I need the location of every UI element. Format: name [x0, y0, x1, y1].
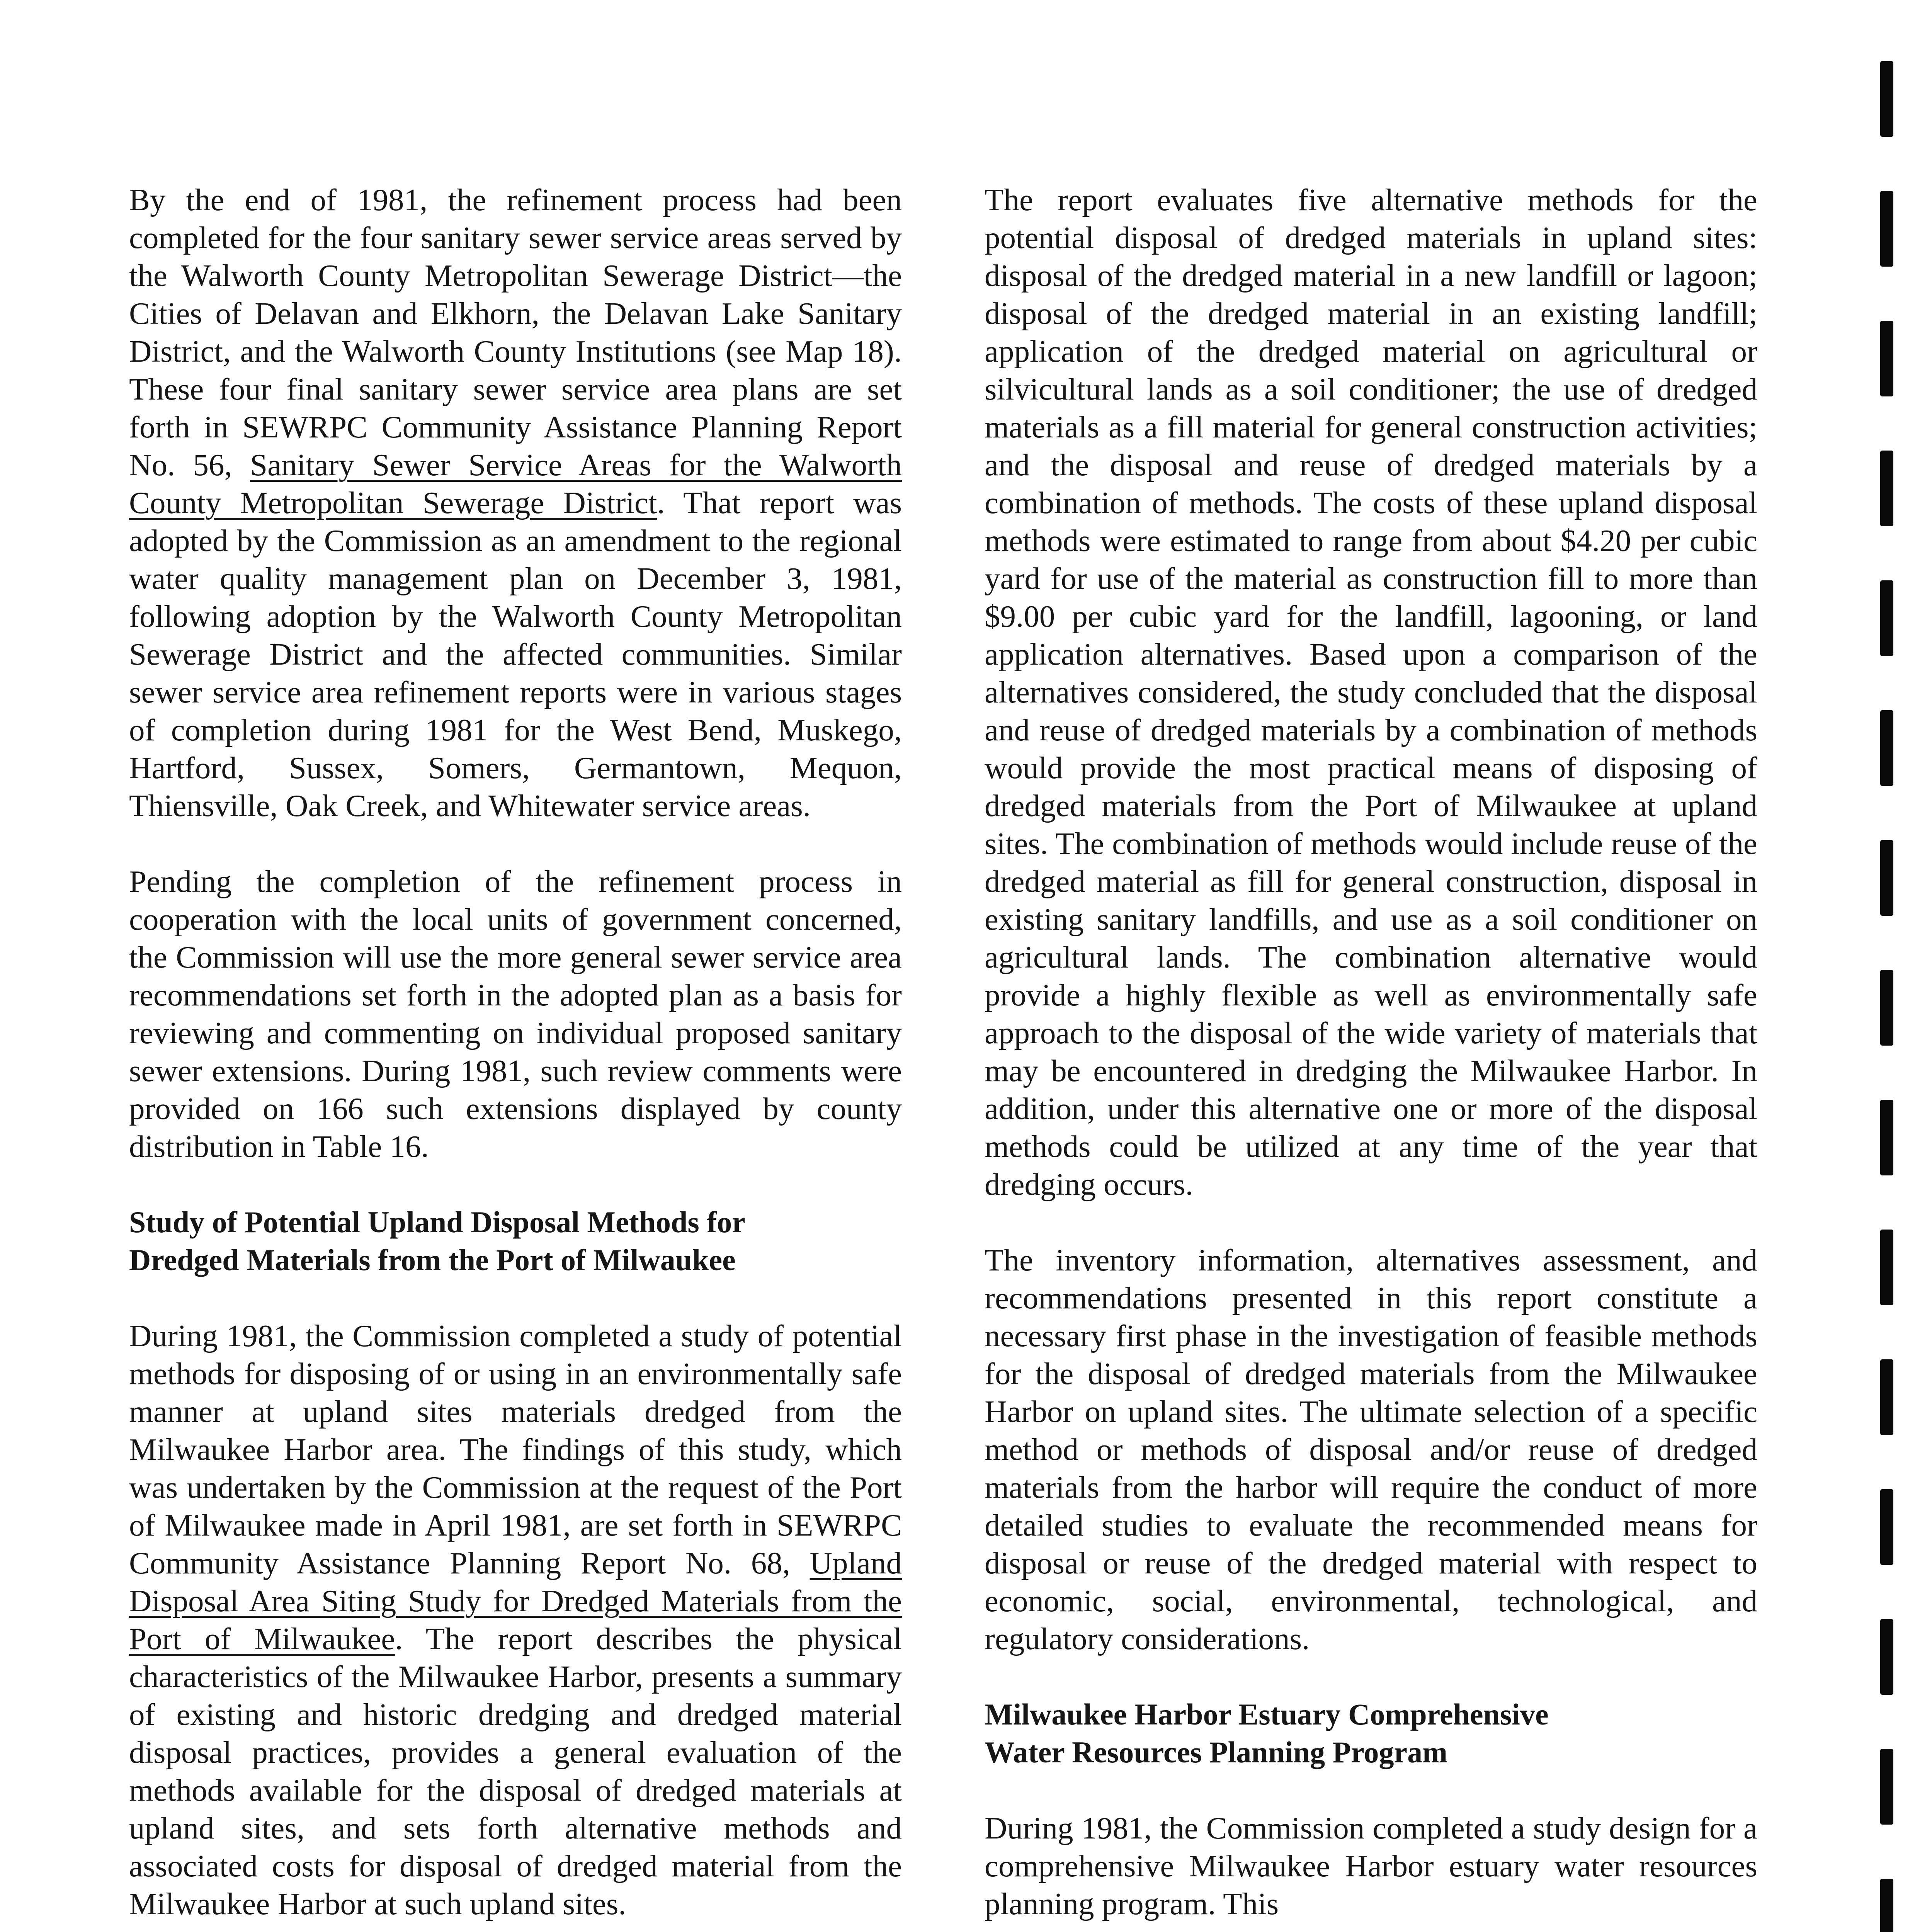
binding-mark — [1880, 840, 1893, 916]
binding-mark — [1880, 321, 1893, 396]
right-column — [985, 181, 1757, 1932]
paragraph-five-alternatives: The report evaluates five alternative methods for the potential disposal of dredged materials in upland sites: disposal of the dredged material in a new landfill or lagoon; disposal of the dredged material in an existing landfill; application of the dredged material on agricultural or silvicultural lands as a soil conditioner; the use of dredged materials as a fill material for general construction activities; and the disposal and reuse of dredged materials by a combination of methods. The costs of these upland disposal methods were estimated to range from about $4.20 per cubic yard for use of the material as construction fill to more than $9.00 per cubic yard for the landfill, lagooning, or land application alternatives. Based upon a comparison of the alternatives considered, the study concluded that the disposal and reuse of dredged materials by a combination of methods would provide the most practical means of disposing of dredged materials from the Port of Milwaukee at upland sites. The combination of methods would include reuse of the dredged material as fill for general construction, disposal in existing sanitary landfills, and use as a soil conditioner on agricultural lands. The combination alternative would provide a highly flexible as well as environmentally safe approach to the disposal of the wide variety of materials that may be encountered in dredging the Milwaukee Harbor. In addition, under this alternative one or more of the disposal methods could be utilized at any time of the year that dredging occurs. — [985, 182, 1757, 1202]
report-title-upland-disposal: Upland Disposal Area Siting Study for Dredged Materials from the Port of Milwaukee — [129, 1546, 902, 1656]
binding-mark — [1880, 970, 1893, 1046]
binding-mark — [1880, 1359, 1893, 1435]
binding-mark — [1880, 1100, 1893, 1175]
left-column — [129, 181, 902, 1932]
paragraph-inventory-information: The inventory information, alternatives assessment, and recommendations presented in this report constitute a necessary first phase in the investigation of feasible methods for the disposal of dredged materials from the Milwaukee Harbor on upland sites. The ultimate selection of a specific method or methods of disposal and/or reuse of dredged materials from the harbor will require the conduct of more detailed studies to evaluate the recommended means for disposal or reuse of the dredged material with respect to economic, social, environmental, technological, and regulatory considerations. — [985, 1243, 1757, 1656]
paragraph-text: . The report describes the physical characteristics of the Milwaukee Harbor, presents a summary of existing and historic dredging and dredged material disposal practices, provides a general evaluation of the methods available for the disposal of dredged materials at upland sites, and sets forth alternative methods and associated costs for disposal of dredged material from the Milwaukee Harbor at such upland sites. — [129, 1621, 902, 1921]
paragraph-text: By the end of 1981, the refinement process had been completed for the four sanitary sewer service areas served by the Walworth County Metropolitan Sewerage District—the Cities of Delavan and Elkhorn, the Delavan Lake Sanitary District, and the Walworth County Institutions (see Map 18). These four final sanitary sewer service area plans are set forth in SEWRPC Community Assistance Planning Report No. 56, — [129, 182, 902, 482]
paragraph-text: During 1981, the Commission completed a study of potential methods for disposing of or using in an environmentally safe manner at upland sites materials dredged from the Milwaukee Harbor area. The findings of this study, which was undertaken by the Commission at the request of the Port of Milwaukee made in April 1981, are set forth in SEWRPC Community Assistance Planning Report No. 68, — [129, 1318, 902, 1580]
binding-mark — [1880, 191, 1893, 267]
section-heading-harbor-estuary — [985, 1696, 1757, 1771]
heading-line: Study of Potential Upland Disposal Methods for — [129, 1205, 745, 1239]
binding-mark — [1880, 1230, 1893, 1305]
paragraph-pending-completion: Pending the completion of the refinement process in cooperation with the local units of government concerned, the Commission will use the more general sewer service area recommendations set forth in the adopted plan as a basis for reviewing and commenting on individual proposed sanitary sewer extensions. During 1981, such review comments were provided on 166 such extensions displayed by county distribution in Table 16. — [129, 864, 902, 1164]
section-heading-upland-disposal — [129, 1203, 902, 1279]
paragraph-sewer-service-refinement — [129, 181, 902, 825]
binding-mark — [1880, 61, 1893, 137]
binding-mark — [1880, 1879, 1893, 1932]
binding-mark — [1880, 710, 1893, 786]
heading-line: Dredged Materials from the Port of Milwaukee — [129, 1243, 736, 1277]
report-title-walworth: Sanitary Sewer Service Areas for the Walworth County Metropolitan Sewerage District — [129, 447, 902, 520]
binding-mark — [1880, 580, 1893, 656]
binding-mark — [1880, 1749, 1893, 1825]
paragraph-study-design: During 1981, the Commission completed a study design for a comprehensive Milwaukee Harbor estuary water resources planning program. This — [985, 1811, 1757, 1921]
binding-mark — [1880, 451, 1893, 526]
heading-line: Water Resources Planning Program — [985, 1735, 1448, 1769]
paragraph-upland-disposal-study — [129, 1317, 902, 1923]
heading-line: Milwaukee Harbor Estuary Comprehensive — [985, 1697, 1549, 1731]
binding-mark — [1880, 1489, 1893, 1565]
binding-mark — [1880, 1619, 1893, 1695]
paragraph-text: . That report was adopted by the Commission as an amendment to the regional water quality management plan on December 3, 1981, following adoption by the Walworth County Metropolitan Sewerage District and the affected communities. Similar sewer service area refinement reports were in various stages of completion during 1981 for the West Bend, Muskego, Hartford, Sussex, Somers, Germantown, Mequon, Thiensville, Oak Creek, and Whitewater service areas. — [129, 485, 902, 823]
binding-marks — [1880, 0, 1896, 1932]
